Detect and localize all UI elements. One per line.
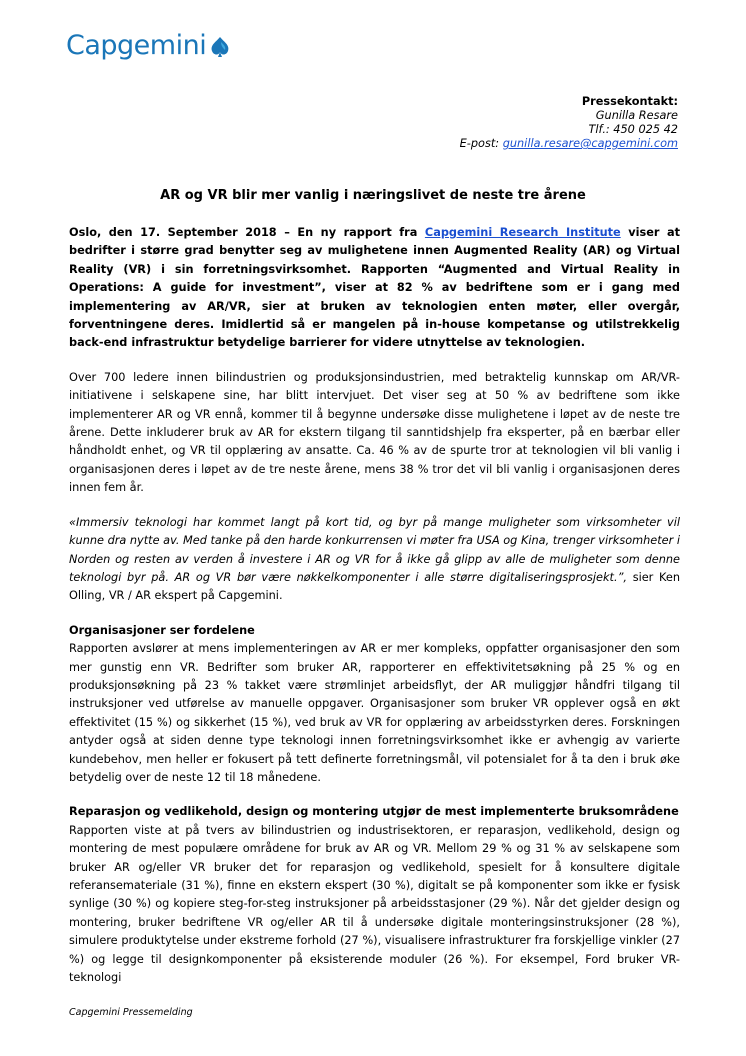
page-footer: Capgemini Pressemelding (69, 1007, 193, 1018)
section-heading-benefits: Organisasjoner ser fordelene (69, 623, 255, 637)
email-prefix: E-post: (459, 137, 503, 150)
research-institute-link[interactable]: Capgemini Research Institute (424, 226, 621, 239)
quote-text: «Immersiv teknologi har kommet langt på kort tid, og byr på mange muligheter som virksomheter vil kunne dra nytte av. Med tanke på den harde konkurrensen vi møter fra USA og Kina, trenger virksomheter i Norden og resten av verden å investere i AR og VR for å ikke gå glipp av alle de muligheter som denne teknologi byr på. AR og VR bør være nøkkelkomponenter i alle større digitaliseringsprosjekt.”, (69, 515, 680, 584)
article-body (69, 224, 680, 987)
quote-attribution: sier Ken Olling, VR / AR ekspert på Capgemini. (69, 570, 680, 603)
press-contact (460, 95, 678, 151)
spade-icon (209, 36, 231, 58)
contact-label: Pressekontakt: (581, 95, 678, 108)
section-body-use-cases: Rapporten viste at på tvers av bilindustrien og industrisektoren, er reparasjon, vedlikehold, design og montering de mest populære områdene for bruk av AR og VR. Mellom 29 % og 31 % av selskapene som bruker AR og/eller VR bruker det for reparasjon og vedlikehold, spesielt for å konsultere digitale referansemateriale (31 %), finne en ekstern ekspert (30 %), digitalt se på komponenter som ikke er fysisk synlige (30 %) og kopiere steg-for-steg instruksjoner på arbeidsstasjoner (29 %). Når det gjelder design og montering, bruker bedriftene VR og/eller AR til å undersøke digitale monteringsinstruksjoner (28 %), simulere produktytelse under ekstreme forhold (27 %), visualisere infrastrukturer fra forskjellige vinkler (27 %) og legge til designkomponenter på eksisterende moduler (26 %). For eksempel, Ford bruker VR-teknologi (69, 823, 680, 985)
section-body-benefits: Rapporten avslører at mens implementeringen av AR er mer kompleks, oppfatter organisasjoner den som mer gunstig enn VR. Bedrifter som bruker AR, rapporterer en effektivitetsøkning på 25 % og en produksjonsøkning på 23 % takket være strømlinjet arbeidsflyt, der AR muliggjør håndfri tilgang til instruksjoner ved utførelse av manuelle oppgaver. Organisasjoner som bruker VR opplever også en økt effektivitet (15 %) og sikkerhet (15 %), ved bruk av VR for opplæring av arbeidsstyrken deres. Forskningen antyder også at siden denne type teknologi innen forretningsvirksomhet ikke er avhengig av varierte kundebehov, men heller er fokusert på tett definerte forretningsmål, vil potensialet for å ta den i bruk øke betydelig over de neste 12 til 18 månedene. (69, 642, 680, 784)
contact-phone: Tlf.: 450 025 42 (588, 123, 678, 136)
lead-part2: viser at bedrifter i større grad benytter seg av mulighetene innen Augmented Reality (AR) og Virtual Reality (VR) i sin forretningsvirksomhet. Rapporten “Augmented and Virtual Reality in Operations: A guide for investment”, viser at 82 % av bedriftene som er i gang med implementering av AR/VR, sier at bruken av teknologien enten møter, eller overgår, forventningene deres. Imidlertid så er mangelen på in-house kompetanse og utilstrekkelig back-end infrastruktur betydelige barrierer for videre utnyttelse av teknologien. (69, 226, 681, 350)
contact-email-link[interactable]: gunilla.resare@capgemini.com (502, 137, 678, 150)
logo-text: Capgemini (66, 30, 207, 61)
page-title: AR og VR blir mer vanlig i næringslivet de neste tre årene (160, 188, 586, 203)
contact-email-line (460, 137, 678, 151)
section-heading-use-cases: Reparasjon og vedlikehold, design og montering utgjør de mest implementerte bruksområdene (69, 805, 679, 819)
quote-paragraph (69, 514, 680, 606)
lead-part1: Oslo, den 17. September 2018 – En ny rapport fra (69, 226, 425, 239)
intro-paragraph: Over 700 ledere innen bilindustrien og produksjonsindustrien, med betraktelig kunnskap om AR/VR-initiativene i selskapene sine, har blitt intervjuet. Det viser seg at 50 % av bedriftene som ikke implementerer AR og VR ennå, kommer til å begynne undersøke disse mulighetene i løpet av de neste tre årene. Dette inkluderer bruk av AR for ekstern tilgang til sanntidshjelp fra eksperter, på en bærbar eller håndholdt enhet, og VR til opplæring av ansatte. Ca. 46 % av de spurte tror at teknologien vil bli vanlig i organisasjonen deres i løpet av de tre neste årene, mens 38 % tror det vil bli vanlig i organisasjonen deres innen fem år. (69, 370, 680, 495)
contact-name: Gunilla Resare (595, 109, 678, 122)
capgemini-logo (66, 30, 231, 61)
lead-paragraph (69, 224, 680, 353)
